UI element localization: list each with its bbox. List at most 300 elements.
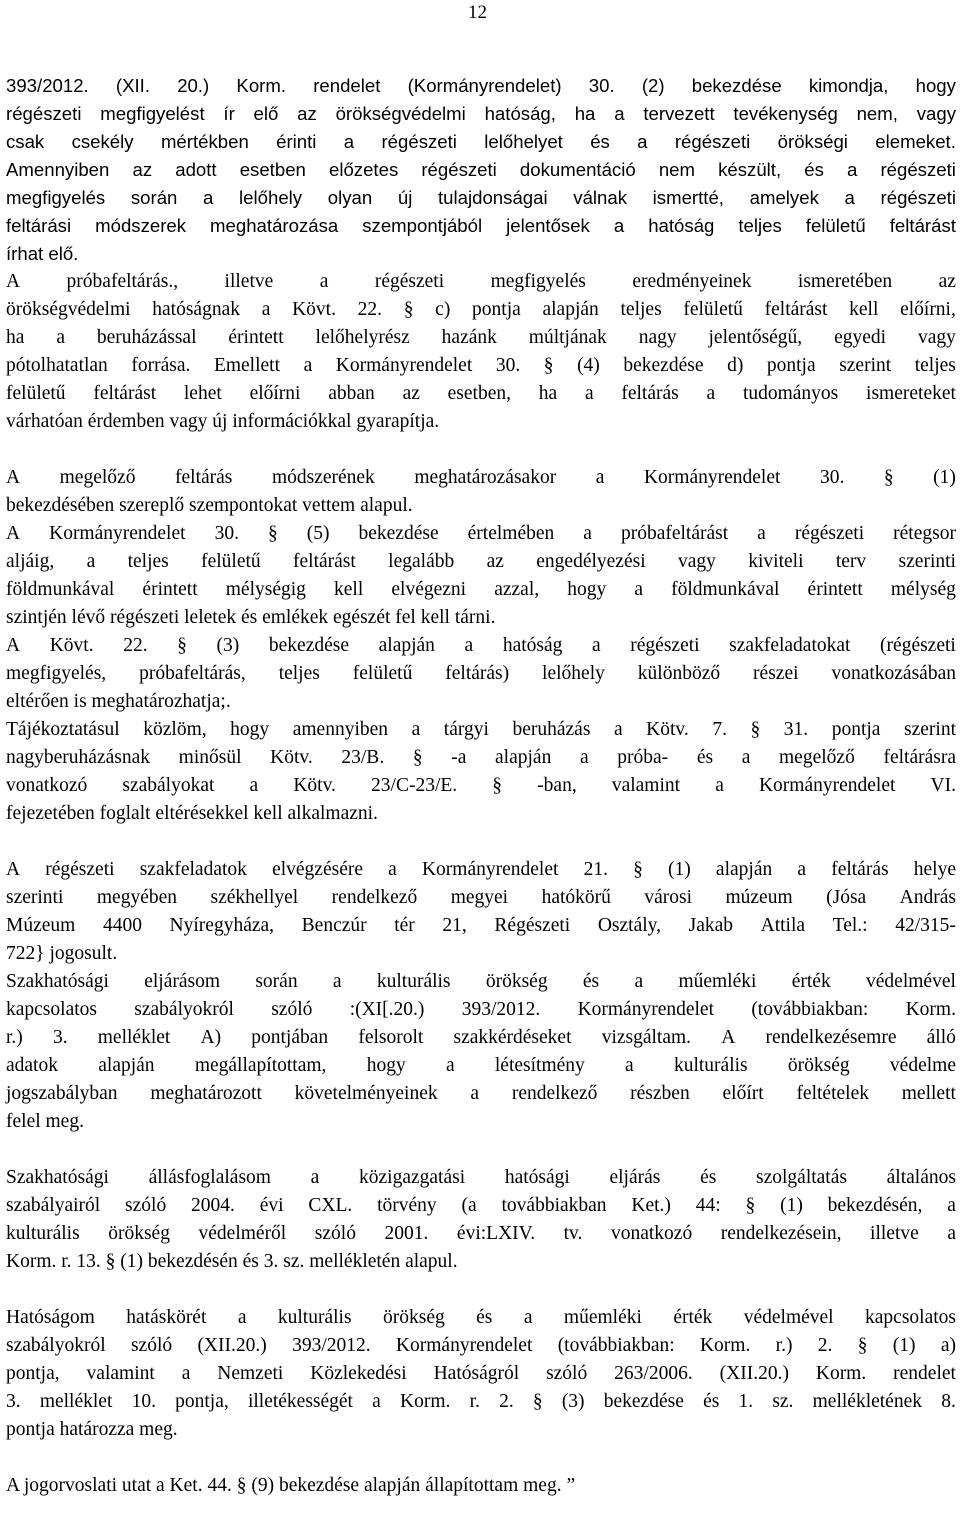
text-line: felel meg. [6,1111,84,1132]
word: alapján [98,1055,155,1076]
word: 23/B. [341,747,385,768]
word: a [470,1083,480,1104]
text-line [6,72,956,100]
word: módszerek [95,215,187,236]
word: A [6,859,21,880]
word: kiviteli [748,551,804,572]
word: beruházással [96,327,197,348]
document-body [6,72,956,1500]
word: módszerének [271,467,375,488]
word: pontja [766,355,816,376]
paragraph [6,716,956,828]
word: földmunkával [6,579,115,600]
word: (3) [561,1391,585,1412]
text-line [6,772,956,800]
word: Korm. [815,1363,867,1384]
word: feltételek [796,1083,869,1104]
word: 393/2012. [292,1335,371,1356]
paragraph [6,464,956,520]
word: 22. [123,635,148,656]
word: feltárás [175,467,233,488]
word: a [343,131,355,152]
word: jogszabályban [6,1083,118,1104]
word: 30. [214,523,239,544]
paragraph [6,968,956,1136]
word: melléklet [97,1027,171,1048]
word: 2004. [191,1195,235,1216]
word: jelentőségű, [708,327,803,348]
word: Kormányrendelet [335,355,473,376]
word: hazánk [441,327,497,348]
word: eljárás [609,1167,661,1188]
word: régészeti [45,859,115,880]
word: teljes [738,215,782,236]
word: Emellett [213,355,281,376]
word: próbafeltárás, [139,663,246,684]
word: városi [644,887,693,908]
word: érintett [142,579,198,600]
word: teljes [620,299,662,320]
word: egyedi [834,327,887,348]
word: lehet [183,383,222,404]
word: 2. [499,1391,514,1412]
word: (3) [216,635,240,656]
word: a [464,635,474,656]
paragraph [6,632,956,716]
word: általános [886,1167,956,1188]
word: (2) [641,75,665,96]
word: új [397,187,413,208]
word: azzal, [494,579,540,600]
text-line [6,520,956,548]
word: megfigyelést [100,103,205,124]
word: vonatkozó [6,775,88,796]
text-line: írhat elő. [6,243,79,264]
word: -ban, [537,775,577,796]
word: múltjának [528,327,607,348]
word: amelyek [749,187,819,208]
word: érinti [276,131,317,152]
word: valamint [611,775,681,796]
word: olyan [327,187,373,208]
word: megyében [96,887,178,908]
text-line [6,324,956,352]
text-line [6,1388,956,1416]
word: Attila [760,915,806,936]
word: műemléki [678,971,757,992]
paragraph [6,1164,956,1276]
word: a [579,747,589,768]
word: örökségi [777,131,848,152]
word: (1) [933,467,956,488]
word: a [757,523,766,544]
word: kulturális [277,1307,352,1328]
paragraph [6,1472,956,1500]
word: pontja, [175,1391,229,1412]
word: érintett [807,579,863,600]
word: a [634,579,644,600]
word: d) [727,355,744,376]
word: felületű [683,299,743,320]
word: melléklet [39,1391,113,1412]
text-line [6,548,956,576]
word: feltárást [93,383,157,404]
word: szerint [839,355,892,376]
word: védelmével [866,971,956,992]
word: feltárás) [445,663,510,684]
word: régészeti [880,159,956,180]
word: felületű [201,551,261,572]
word: szóló [546,1363,588,1384]
word: szóló [271,999,313,1020]
word: és [700,1167,717,1188]
word: Közlekedési [310,1363,407,1384]
word: 1. [738,1391,754,1412]
word: hatóságnak [152,299,240,320]
word: a [706,383,716,404]
word: tér [394,915,415,936]
text-line [6,632,956,660]
word: Tájékoztatásul [6,719,120,740]
word: § [532,1391,543,1412]
word: Szakhatósági [6,971,109,992]
word: Ket.) [631,1195,671,1216]
word: megelőző [779,747,855,768]
word: elvégzésére [272,859,363,880]
word: az [402,383,420,404]
word: ismeretében [797,271,893,292]
text-line [6,156,956,184]
word: és [703,1391,720,1412]
word: a [86,551,96,572]
word: és [696,747,714,768]
word: az [297,103,317,124]
word: Kövt. [292,299,336,320]
word: feltárást [764,299,828,320]
word: szerinti [6,887,64,908]
word: feltárási [6,215,72,236]
word: (a [461,1195,477,1216]
word: hatóság [502,635,563,656]
word: Benczúr [301,915,367,936]
word: megfigyelés [6,187,106,208]
word: vagy [677,551,716,572]
word: nem, [856,103,898,124]
word: § [633,859,643,880]
word: a [844,187,855,208]
word: különböző [637,663,721,684]
word: kell [334,579,364,600]
word: mélység [890,579,956,600]
word: (Kormányrendelet) [407,75,562,96]
word: a [614,103,625,124]
text-line [6,884,956,912]
word: 21. [583,859,608,880]
word: a [372,1391,381,1412]
word: a [181,1363,191,1384]
word: a [613,719,623,740]
word: szerinti [898,551,956,572]
word: szóló [130,1335,173,1356]
word: régészeti [374,271,445,292]
word: rendelkezésemre [765,1027,897,1048]
word: 21, [442,915,467,936]
word: régészeti [421,159,497,180]
word: feltárást [889,215,956,236]
text-line [6,968,956,996]
word: a [592,635,601,656]
word: próba- [617,747,669,768]
text-line [6,576,956,604]
word: vonatkozásában [831,663,956,684]
word: lelőhely [239,187,303,208]
word: a [715,775,724,796]
word: abban [328,383,375,404]
text-line: A jogorvoslati utat a Ket. 44. § (9) bekezdése alapján állapítottam meg. ” [6,1475,576,1496]
word: hogy [567,579,607,600]
word: álló [926,1027,956,1048]
word: tudományos [742,383,839,404]
text-line [6,716,956,744]
word: felületű [6,383,66,404]
text-line: pontja határozza meg. [6,1419,178,1440]
word: -a [451,747,467,768]
word: beruházás [512,719,591,740]
word: próbafeltárást [620,523,729,544]
word: a) [940,1335,956,1356]
word: 23/C-23/E. [371,775,458,796]
word: rendelet [893,1363,956,1384]
word: § [267,523,278,544]
word: 263/2006. [614,1363,693,1384]
paragraph [6,268,956,436]
word: ha [574,103,596,124]
page-number: 12 [468,2,487,23]
word: Korm. [905,999,956,1020]
word: szabályairól [6,1195,101,1216]
word: Korm. [236,75,287,96]
word: minősül [178,747,242,768]
word: :(XI[.20.) [349,999,425,1020]
word: r.) [775,1335,793,1356]
word: a [595,467,605,488]
word: 30. [495,355,521,376]
word: Hatóságom [6,1307,95,1328]
word: hatóság, [484,103,556,124]
word: örökségvédelmi [6,299,131,320]
text-line [6,1192,956,1220]
word: pótolhatatlan [6,355,108,376]
word: Kormányrendelet [421,859,559,880]
word: során [255,971,298,992]
word: továbbiakban [501,1195,607,1216]
text-line: Korm. r. 13. § (1) bekezdésén és 3. sz. mellékletén alapul. [6,1251,458,1272]
word: (1) [668,859,691,880]
paragraph [6,856,956,968]
word: Korm. [400,1391,451,1412]
word: (XII. [115,75,150,96]
word: mellékletének [812,1391,922,1412]
word: Kormányrendelet [577,999,715,1020]
word: vizsgáltam. [601,1027,692,1048]
text-line [6,1220,956,1248]
text-line [6,268,956,296]
word: valamint [86,1363,155,1384]
word: jelentősek [506,215,590,236]
word: Szakhatósági [6,1167,109,1188]
word: § [403,299,414,320]
word: § [750,719,761,740]
word: CXL. [308,1195,353,1216]
word: megállapítottam, [194,1055,327,1076]
word: meghatározása [210,215,339,236]
word: állásfoglalásom [148,1167,271,1188]
text-line [6,296,956,324]
word: kimondja, [808,75,889,96]
paragraph-gap [6,1444,956,1472]
word: szakfeladatok [139,859,247,880]
word: a [261,299,271,320]
word: § [177,635,187,656]
word: székhellyel [210,887,299,908]
word: Kötv. [270,747,313,768]
word: évi:LXIV. [456,1223,536,1244]
paragraph-gap [6,828,956,856]
word: (1) [780,1195,803,1216]
word: helye [913,859,956,880]
word: illetékességét [247,1391,353,1412]
word: régészeti [794,523,865,544]
word: forrása. [131,355,191,376]
word: hogy [915,75,956,96]
word: szóló [125,1195,167,1216]
word: Nemzeti [217,1363,284,1384]
word: A [6,271,21,292]
word: 393/2012. [461,999,541,1020]
word: Kormányrendelet [395,1335,533,1356]
word: rendelkező [511,1083,598,1104]
word: Kormányrendelet [49,523,186,544]
word: 42/315- [895,915,956,936]
word: a [637,131,648,152]
text-line [6,912,956,940]
word: örökség [108,1223,170,1244]
word: A [6,467,21,488]
word: § [412,747,423,768]
word: Korm. [699,1335,751,1356]
word: a [583,523,592,544]
word: terv [835,551,867,572]
word: meghatározott [150,1083,262,1104]
word: hatáskörét [126,1307,207,1328]
word: tulajdonságai [438,187,548,208]
word: a [249,775,259,796]
word: Kötv. [646,719,689,740]
text-line [6,128,956,156]
word: csak [6,131,45,152]
word: 10. [131,1391,156,1412]
word: felületű [352,663,413,684]
word: Kövt. [49,635,94,656]
word: Tel.: [832,915,868,936]
word: adatok [6,1055,58,1076]
word: 4400 [102,915,142,936]
word: (XII.20.) [719,1363,789,1384]
word: legalább [388,551,455,572]
word: szempontjából [362,215,483,236]
word: (továbbiakban: [557,1335,675,1356]
word: lelőhely [542,663,605,684]
word: a [584,383,594,404]
word: során [130,187,178,208]
word: a [310,1167,320,1188]
text-line [6,1304,956,1332]
word: a [332,971,342,992]
word: rétegsor [893,523,956,544]
text-line [6,660,956,688]
word: védelmével [743,1307,834,1328]
word: a [445,1055,455,1076]
word: feltárásra [883,747,956,768]
word: szolgáltatás [756,1167,847,1188]
word: 7. [712,719,727,740]
paragraph [6,520,956,632]
word: kulturális [376,971,451,992]
word: kapcsolatos [865,1307,956,1328]
word: § [883,467,894,488]
word: rendelet [313,75,381,96]
word: és [582,971,600,992]
word: feltárást [293,551,356,572]
word: a [388,859,397,880]
word: tv. [563,1223,583,1244]
word: közlöm, [143,719,207,740]
word: elemeket. [875,131,956,152]
word: megelőző [59,467,136,488]
word: örökség [382,1307,445,1328]
word: Kötv. [293,775,336,796]
word: András [899,887,956,908]
word: adott [175,159,217,180]
word: eljárásom [144,971,221,992]
word: próbafeltárás., [66,271,179,292]
word: tevékenység [733,103,838,124]
word: szabályokról [6,1335,106,1356]
word: az [132,159,153,180]
text-line [6,1360,956,1388]
word: szakfeladatokat [729,635,851,656]
word: bekezdésén, [827,1195,923,1216]
word: Hatóságról [433,1363,520,1384]
word: ismereteket [866,383,956,404]
word: régészeti [381,131,457,152]
word: hogy [230,719,270,740]
word: engedélyezési [536,551,646,572]
word: régészeti [630,635,700,656]
word: A) [200,1027,222,1048]
word: (4) [577,355,600,376]
word: kulturális [6,1223,80,1244]
word: illetve [224,271,274,292]
word: csekély [71,131,134,152]
word: feltárás [621,383,679,404]
word: a [303,355,313,376]
paragraph [6,1304,956,1444]
word: örökség [485,971,548,992]
word: hogy [366,1055,406,1076]
word: az [938,271,956,292]
word: részben [630,1083,690,1104]
